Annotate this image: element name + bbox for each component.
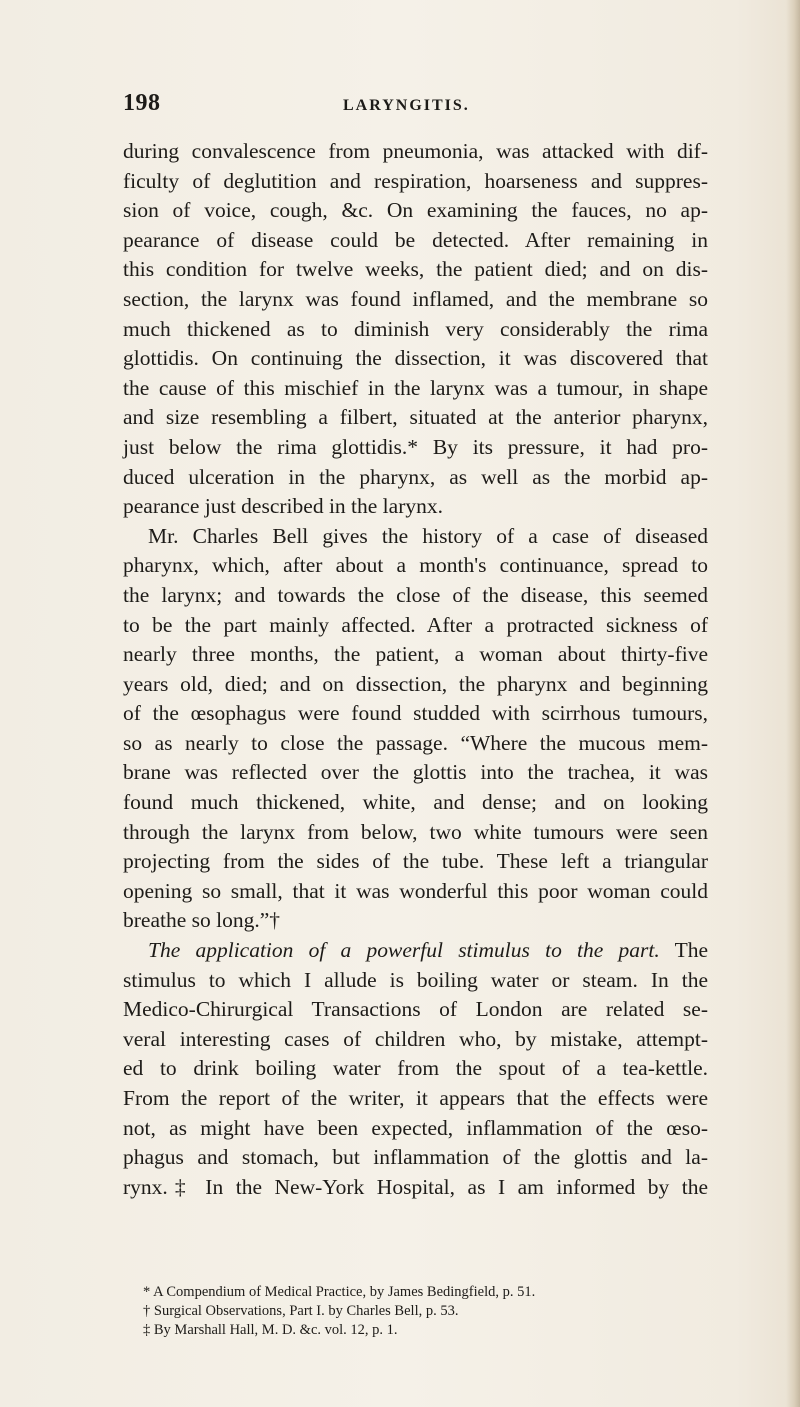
body-line: the cause of this mischief in the larynx was a tumour, in shape (123, 375, 708, 400)
body-line: duced ulceration in the pharynx, as well as the morbid ap- (123, 464, 708, 489)
body-line: and size resembling a filbert, situated at the anterior pharynx, (123, 405, 708, 430)
body-line: found much thickened, white, and dense; and on looking (123, 790, 708, 815)
body-line: much thickened as to diminish very considerably the rima (123, 316, 708, 341)
body-line: From the report of the writer, it appears that the effects were (123, 1086, 708, 1110)
body-line: glottidis. On continuing the dissection, it was discovered that (123, 346, 708, 371)
body-line: to be the part mainly affected. After a protracted sickness of (123, 612, 708, 637)
section-heading-line (123, 936, 708, 966)
body-line: this condition for twelve weeks, the patient died; and on dis- (123, 257, 708, 282)
body-line: stimulus to which I allude is boiling water or steam. In the (123, 967, 708, 992)
body-line: the larynx; and towards the close of the disease, this seemed (123, 582, 708, 607)
footnote: * A Compendium of Medical Practice, by James Bedingfield, p. 51. (143, 1284, 536, 1300)
body-line: pearance just described in the larynx. (123, 494, 443, 519)
body-line: section, the larynx was found inflamed, and the membrane so (123, 286, 708, 311)
body-line: nearly three months, the patient, a woman about thirty-five (123, 642, 708, 667)
body-line: brane was reflected over the glottis into the trachea, it was (123, 760, 708, 785)
body-line: veral interesting cases of children who, by mistake, attempt- (123, 1026, 708, 1051)
body-line: Mr. Charles Bell gives the history of a case of diseased (148, 523, 708, 548)
footnote: † Surgical Observations, Part I. by Charles Bell, p. 53. (143, 1303, 459, 1319)
body-line: just below the rima glottidis.* By its pressure, it had pro- (123, 434, 708, 459)
body-line: years old, died; and on dissection, the pharynx and beginning (123, 671, 708, 696)
body-line: ed to drink boiling water from the spout of a tea-kettle. (123, 1056, 708, 1081)
body-line: sion of voice, cough, &c. On examining the fauces, no ap- (123, 198, 708, 223)
footnotes (143, 1283, 708, 1340)
body-line: rynx.‡ In the New-York Hospital, as I am informed by the (123, 1174, 708, 1199)
section-heading-continuation: The (659, 938, 708, 963)
body-line: through the larynx from below, two white tumours were seen (123, 819, 708, 844)
body-line: during convalescence from pneumonia, was attacked with dif- (123, 139, 708, 163)
body-line: of the œsophagus were found studded with scirrhous tumours, (123, 701, 708, 726)
body-line: phagus and stomach, but inflammation of the glottis and la- (123, 1145, 708, 1170)
body-line: pharynx, which, after about a month's continuance, spread to (123, 553, 708, 578)
body-line: breathe so long.”† (123, 908, 281, 933)
body-line: projecting from the sides of the tube. These left a triangular (123, 849, 708, 874)
body-line: opening so small, that it was wonderful this poor woman could (123, 878, 708, 903)
body-line: so as nearly to close the passage. “Where the mucous mem- (123, 730, 708, 755)
page-edge-shadow (786, 0, 800, 1407)
body-line: ficulty of deglutition and respiration, hoarseness and suppres- (123, 168, 708, 193)
running-head: LARYNGITIS. (343, 97, 470, 114)
section-heading: The application of a powerful stimulus to the part. (148, 938, 660, 963)
body-line: Medico-Chirurgical Transactions of London are related se- (123, 997, 708, 1022)
body-text (123, 137, 708, 1202)
page-number: 198 (123, 90, 161, 116)
page-header (123, 88, 723, 118)
body-line: not, as might have been expected, inflammation of the œso- (123, 1115, 708, 1140)
body-line: pearance of disease could be detected. After remaining in (123, 227, 708, 252)
footnote: ‡ By Marshall Hall, M. D. &c. vol. 12, p. 1. (143, 1322, 398, 1338)
